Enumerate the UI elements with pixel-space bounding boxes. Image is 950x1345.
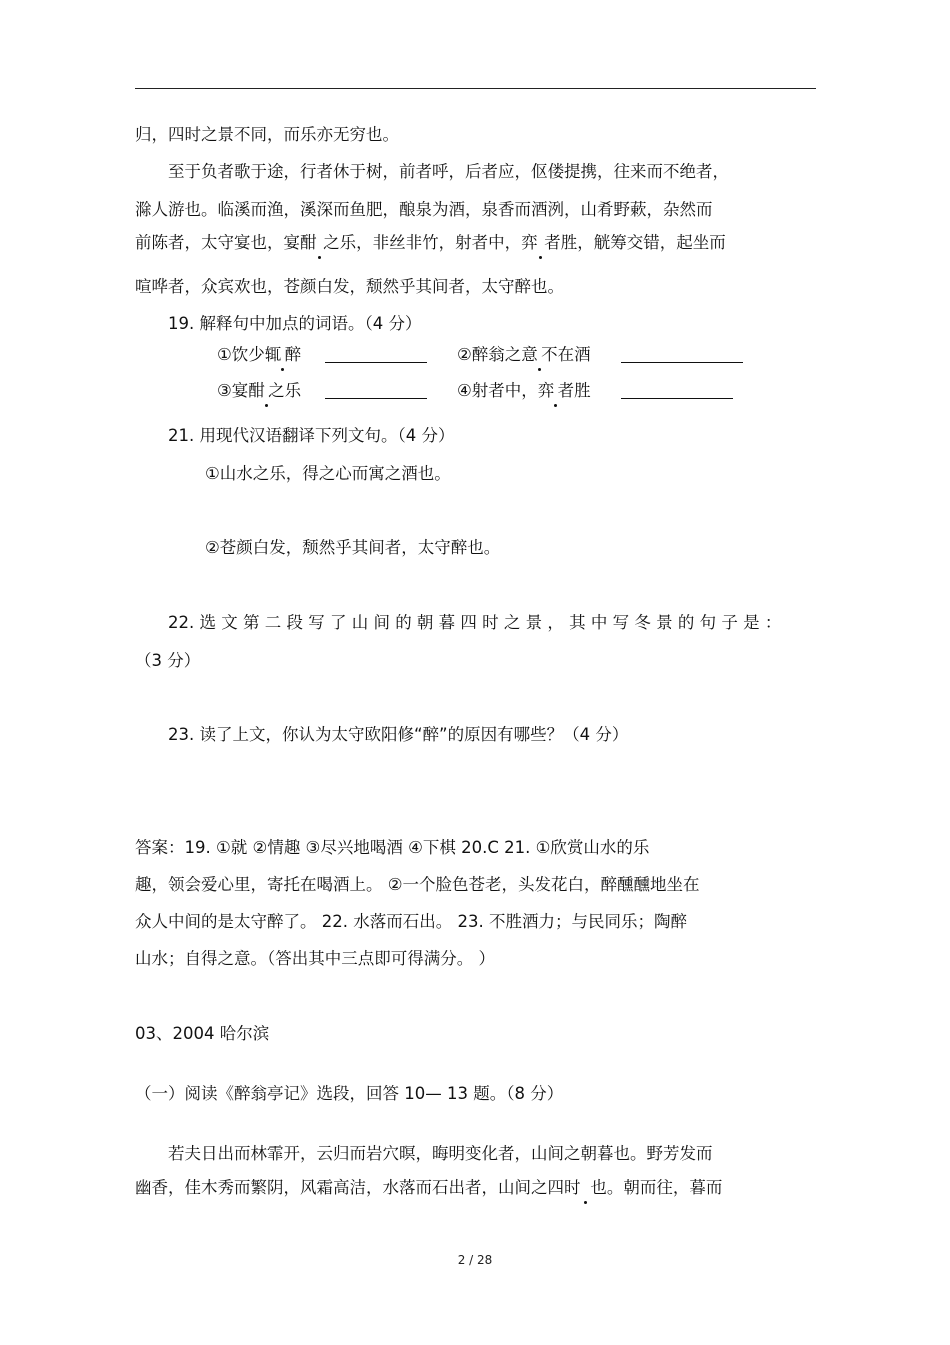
- question-21-title: 21. 用现代汉语翻译下列文句。（4 分）: [168, 426, 455, 445]
- passage-text: 者胜，觥筹交错，起坐而: [544, 233, 726, 252]
- section-heading: 03、2004 哈尔滨: [135, 1024, 270, 1043]
- q21-item-2: ②苍颜白发，颓然乎其间者，太守醉也。: [205, 538, 501, 557]
- answer-line: 山水；自得之意。（答出其中三点即可得满分。 ）: [135, 949, 495, 968]
- answer-blank[interactable]: [325, 382, 427, 399]
- question-22-score: （3 分）: [135, 651, 201, 670]
- q19-item-3: ③宴酣 之乐: [217, 381, 302, 400]
- page-number: 2 / 28: [457, 1253, 493, 1267]
- emphasis-dot: [317, 233, 324, 252]
- answer-line: 众人中间的是太守醉了。 22. 水落而石出。 23. 不胜酒力；与民同乐；陶醉: [135, 912, 687, 931]
- passage-line: 滁人游也。临溪而渔，溪深而鱼肥，酿泉为酒，泉香而酒洌，山肴野蔌，杂然而: [135, 200, 713, 219]
- emphasis-dot: [281, 345, 284, 364]
- emphasis-dot: [538, 345, 541, 364]
- passage-text: 前陈者，太守宴也，宴酣: [135, 233, 317, 252]
- header-rule: [135, 88, 816, 89]
- passage-text: 之乐，非丝非竹，射者中，弈: [323, 233, 538, 252]
- passage-line: 至于负者歌于途，行者休于树，前者呼，后者应，伛偻提携，往来而不绝者，: [168, 162, 729, 181]
- question-23-title: 23. 读了上文，你认为太守欧阳修“醉”的原因有哪些？（4 分）: [168, 725, 629, 744]
- answer-blank[interactable]: [325, 346, 427, 363]
- q19-item-1: ①饮少辄 醉: [217, 345, 302, 364]
- answer-line: 趣，领会爱心里，寄托在喝酒上。 ②一个脸色苍老，头发花白，醉醺醺地坐在: [135, 875, 700, 894]
- emphasis-dot: [581, 1178, 591, 1197]
- passage-line: [135, 232, 726, 254]
- question-22-line: 22. 选 文 第 二 段 写 了 山 间 的 朝 暮 四 时 之 景 ， 其 中 写 冬 景 的 句 子 是 ：: [168, 613, 782, 632]
- passage-line: 幽香，佳木秀而繁阴，风霜高洁，水落而石出者，山间之四时 也。朝而往，暮而: [135, 1178, 723, 1197]
- emphasis-dot: [554, 381, 557, 400]
- answer-blank[interactable]: [621, 346, 743, 363]
- emphasis-dot: [538, 233, 545, 252]
- passage-line: 归，四时之景不同，而乐亦无穷也。: [135, 125, 399, 144]
- passage-line: 喧哗者，众宾欢也，苍颜白发，颓然乎其间者，太守醉也。: [135, 277, 564, 296]
- passage-line: 若夫日出而林霏开，云归而岩穴暝，晦明变化者，山间之朝暮也。野芳发而: [168, 1144, 713, 1163]
- q21-item-1: ①山水之乐，得之心而寓之酒也。: [205, 464, 451, 483]
- section-subheading: （一）阅读《醉翁亭记》选段，回答 10— 13 题。（8 分）: [135, 1084, 564, 1103]
- answer-line: 答案：19. ①就 ②情趣 ③尽兴地喝酒 ④下棋 20.C 21. ①欣赏山水的乐: [135, 838, 650, 857]
- q19-item-2: ②醉翁之意 不在酒: [457, 345, 591, 364]
- question-19-title: 19. 解释句中加点的词语。（4 分）: [168, 314, 422, 333]
- answer-blank[interactable]: [621, 382, 733, 399]
- emphasis-dot: [265, 381, 268, 400]
- q19-item-4: ④射者中，弈 者胜: [457, 381, 591, 400]
